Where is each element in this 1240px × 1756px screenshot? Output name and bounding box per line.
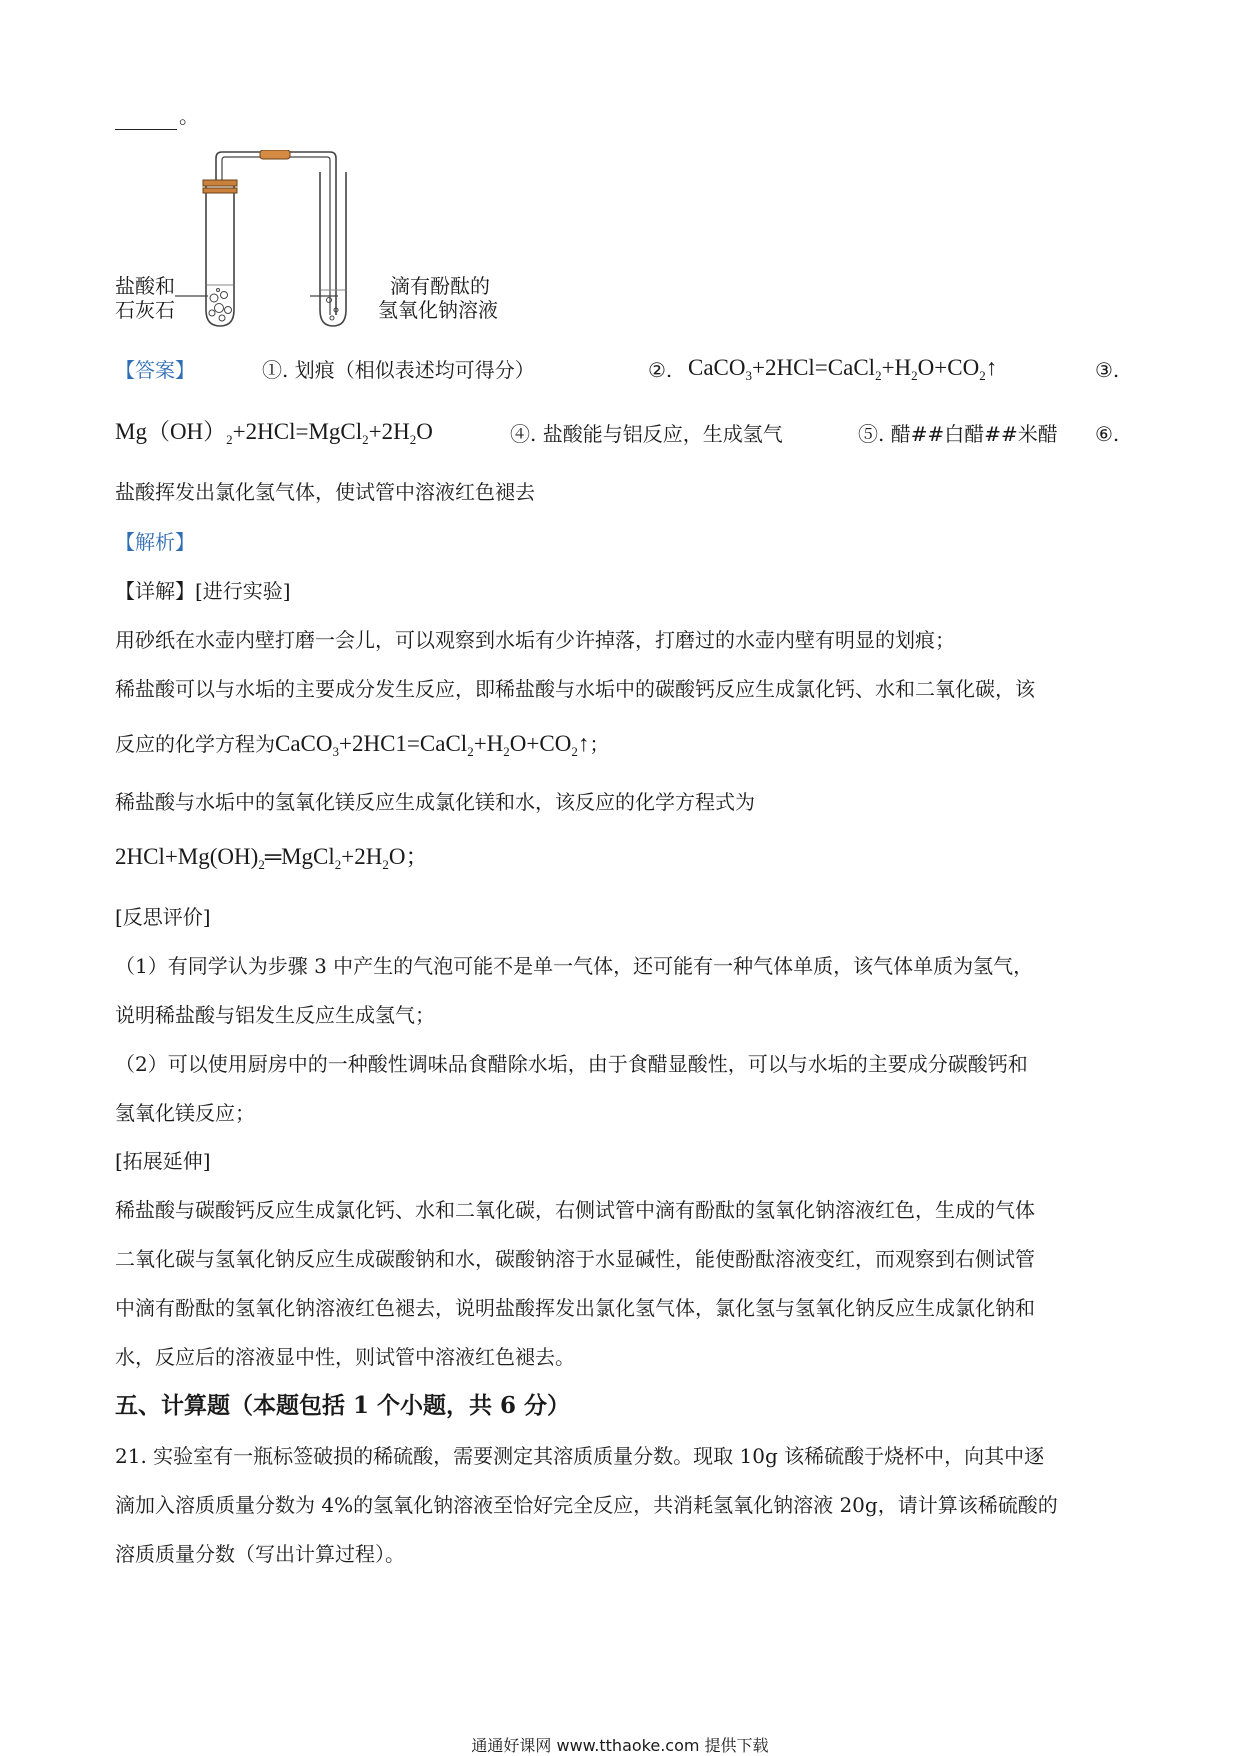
answer-item-2-num: ②.: [648, 358, 673, 382]
extend-line-1: 稀盐酸与碳酸钙反应生成氯化钙、水和二氧化碳，右侧试管中滴有酚酞的氢氧化钠溶液红色，生成的气体: [115, 1198, 1035, 1222]
equation-mgoh2-hcl: $Mg(OH)_2+2HCl=MgCl_2+2H_2O$: [115, 419, 433, 447]
analysis-paragraph-2: 稀盐酸可以与水垢的主要成分发生反应，即稀盐酸与水垢中的碳酸钙反应生成氯化钙、水和二氧化碳，该: [115, 677, 1035, 701]
question-21-line-3: 溶质质量分数（写出计算过程）。: [115, 1542, 405, 1566]
analysis-paragraph-4: 稀盐酸与水垢中的氢氧化镁反应生成氯化镁和水，该反应的化学方程式为: [115, 790, 755, 814]
equation-caco3-hcl-2: $CaCO_3+2HC1=CaCl_2+H_2O+CO_2↑$: [275, 731, 590, 759]
extend-line-3: 中滴有酚酞的氢氧化钠溶液红色褪去，说明盐酸挥发出氯化氢气体，氯化氢与氢氧化钠反应生成氯化钠和: [115, 1296, 1035, 1320]
equation-caco3-hcl: $CaCO_3+2HCl=CaCl_2+H_2O+CO_2↑$: [688, 355, 998, 383]
reflect-header: [反思评价]: [115, 905, 211, 929]
right-test-tube: [320, 172, 346, 326]
reflect-2-line-2: 氢氧化镁反应；: [115, 1101, 255, 1125]
figure-label-right-1: 滴有酚酞的: [390, 274, 490, 298]
reflect-1-line-1: （1）有同学认为步骤 3 中产生的气泡可能不是单一气体，还可能有一种气体单质，该气体单质为氢气，: [115, 954, 1034, 978]
answer-tag: 【答案】: [115, 358, 195, 382]
blank-underline: [115, 111, 177, 130]
analysis-tag: 【解析】: [115, 530, 195, 554]
extend-line-4: 水，反应后的溶液显中性，则试管中溶液红色褪去。: [115, 1345, 575, 1369]
answer-item-5: ⑤. 醋##白醋##米醋: [858, 422, 1058, 446]
question-21-line-2: 滴加入溶质质量分数为 4%的氢氧化钠溶液至恰好完全反应，共消耗氢氧化钠溶液 20g，请计算该稀硫酸的: [115, 1493, 1058, 1517]
answer-item-4: ④. 盐酸能与铝反应，生成氢气: [510, 422, 783, 446]
analysis-paragraph-3: 反应的化学方程为$CaCO_3+2HC1=CaCl_2+H_2O+CO_2↑$；: [115, 731, 610, 759]
figure-label-left-2: 石灰石: [115, 298, 175, 322]
reflect-2-line-1: （2）可以使用厨房中的一种酸性调味品食醋除水垢，由于食醋显酸性，可以与水垢的主要成分碳酸钙和: [115, 1052, 1028, 1076]
answer-item-6: 盐酸挥发出氯化氢气体，使试管中溶液红色褪去: [115, 480, 535, 504]
p3-prefix: 反应的化学方程为: [115, 732, 275, 756]
section-5-heading: 五、计算题（本题包括 1 个小题，共 6 分）: [115, 1392, 571, 1419]
blank-suffix: 。: [179, 104, 199, 128]
detail-header: 【详解】[进行实验]: [115, 579, 291, 603]
extend-header: [拓展延伸]: [115, 1149, 211, 1173]
left-test-tube: [203, 180, 237, 326]
analysis-paragraph-1: 用砂纸在水壶内壁打磨一会儿，可以观察到水垢有少许掉落，打磨过的水壶内壁有明显的划痕；: [115, 628, 955, 652]
figure-label-right-2: 氢氧化钠溶液: [378, 298, 498, 322]
extend-line-2: 二氧化碳与氢氧化钠反应生成碳酸钠和水，碳酸钠溶于水显碱性，能使酚酞溶液变红，而观察到右侧试管: [115, 1247, 1035, 1271]
answer-item-1: ①. 划痕（相似表述均可得分）: [262, 358, 535, 382]
reflect-1-line-2: 说明稀盐酸与铝发生反应生成氢气；: [115, 1003, 435, 1027]
answer-item-3-num: ③.: [1095, 358, 1120, 382]
equation-hcl-mgoh2: $2HCl+Mg(OH)_2═MgCl_2+2H_2O$；: [115, 844, 429, 872]
answer-blank-line: [115, 102, 199, 130]
figure-label-left-1: 盐酸和: [115, 274, 175, 298]
page-footer: 通通好课网 www.tthaoke.com 提供下载: [471, 1736, 769, 1755]
answer-item-6-num: ⑥.: [1095, 422, 1120, 446]
question-21-line-1: 21. 实验室有一瓶标签破损的稀硫酸，需要测定其溶质质量分数。现取 10g 该稀硫酸于烧杯中，向其中逐: [115, 1444, 1045, 1468]
